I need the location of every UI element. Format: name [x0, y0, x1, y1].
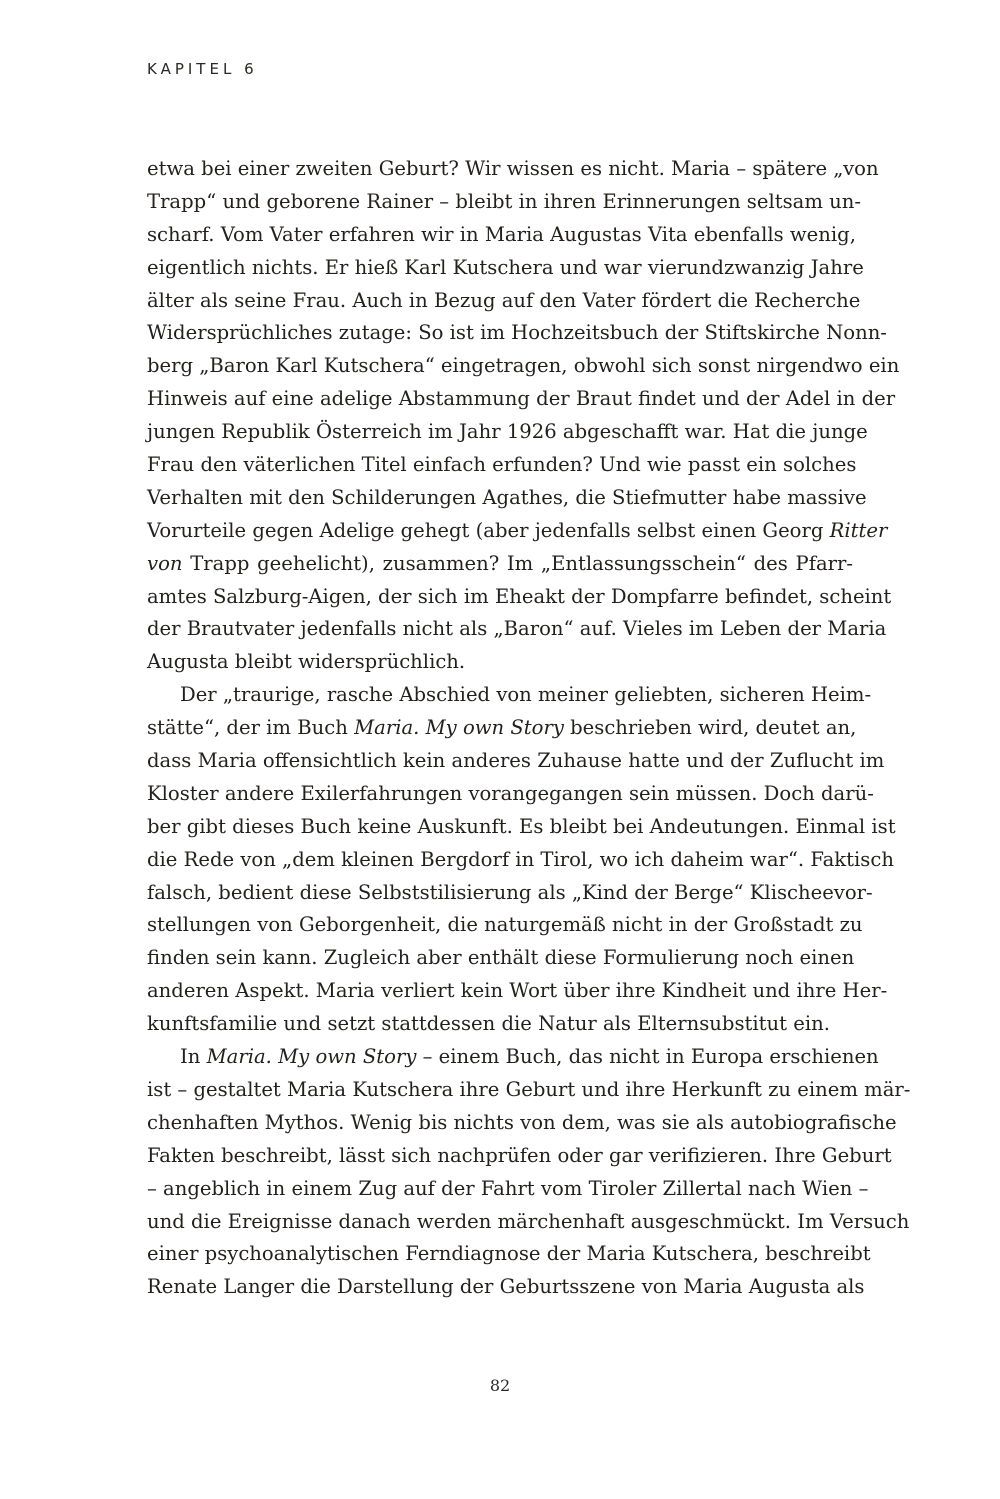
text-line: älter als seine Frau. Auch in Bezug auf den Vater fördert die Recherche: [147, 288, 861, 312]
italic-title: Maria. My own Story: [206, 1045, 417, 1069]
text-line: Frau den väterlichen Titel einfach erfunden? Und wie passt ein solches: [147, 453, 857, 477]
paragraph: [147, 679, 896, 1041]
text-line: anderen Aspekt. Maria verliert kein Wort über ihre Kindheit und ihre Her-: [147, 979, 888, 1003]
chapter-running-head: KAPITEL 6: [147, 60, 258, 78]
text-line: [147, 712, 857, 745]
text-line: Der „traurige, rasche Abschied von meiner geliebten, sicheren Heim-: [180, 683, 872, 707]
text-line: berg „Baron Karl Kutschera“ eingetragen, obwohl sich sonst nirgendwo ein: [147, 354, 900, 378]
paragraph: [147, 1041, 911, 1304]
text-line: jungen Republik Österreich im Jahr 1926 abgeschafft war. Hat die junge: [147, 420, 868, 444]
text-line: ist – gestaltet Maria Kutschera ihre Geburt und ihre Herkunft zu einem mär-: [147, 1077, 911, 1101]
text-line: Fakten beschreibt, lässt sich nachprüfen oder gar verifizieren. Ihre Geburt: [147, 1143, 892, 1167]
italic-title: Maria. My own Story: [354, 716, 564, 740]
text-line: und die Ereignisse danach werden märchenhaft ausgeschmückt. Im Versuch: [147, 1209, 910, 1233]
text-line: [147, 548, 853, 581]
text-line: Hinweis auf eine adelige Abstammung der Braut findet und der Adel in der: [147, 387, 896, 411]
text-segment: beschrieben wird, deutet an,: [563, 716, 857, 740]
text-line: einer psychoanalytischen Ferndiagnose der Maria Kutschera, beschreibt: [147, 1242, 871, 1266]
text-segment: Vorurteile gegen Adelige gehegt (aber jedenfalls selbst einen Georg: [147, 518, 830, 542]
text-line: chenhaften Mythos. Wenig bis nichts von dem, was sie als autobiografische: [147, 1110, 897, 1134]
body-text: [147, 153, 911, 1304]
text-segment: In: [180, 1045, 207, 1069]
text-line: Renate Langer die Darstellung der Geburtsszene von Maria Augusta als: [147, 1275, 865, 1299]
text-line: Kloster andere Exilerfahrungen vorangegangen sein müssen. Doch darü-: [147, 781, 874, 805]
text-line: kunftsfamilie und setzt stattdessen die Natur als Elternsubstitut ein.: [147, 1012, 830, 1036]
italic-title: von: [147, 551, 183, 575]
text-line: [147, 1041, 879, 1074]
text-segment: Trapp geehelicht), zusammen? Im „Entlassungsschein“ des Pfarr-: [182, 551, 853, 575]
text-line: finden sein kann. Zugleich aber enthält diese Formulierung noch einen: [147, 946, 855, 970]
text-line: ber gibt dieses Buch keine Auskunft. Es bleibt bei Andeutungen. Einmal ist: [147, 814, 896, 838]
text-segment: – einem Buch, das nicht in Europa erschienen: [416, 1045, 879, 1069]
text-line: – angeblich in einem Zug auf der Fahrt vom Tiroler Zillertal nach Wien –: [147, 1176, 869, 1200]
text-line: falsch, bedient diese Selbststilisierung als „Kind der Berge“ Klischeevor-: [147, 880, 873, 904]
text-line: Augusta bleibt widersprüchlich.: [147, 650, 466, 674]
page-number: 82: [489, 1376, 511, 1395]
text-line: amtes Salzburg-Aigen, der sich im Eheakt der Dompfarre befindet, scheint: [147, 584, 892, 608]
text-line: etwa bei einer zweiten Geburt? Wir wissen es nicht. Maria – spätere „von: [147, 157, 879, 180]
text-line: der Brautvater jedenfalls nicht als „Baron“ auf. Vieles im Leben der Maria: [147, 617, 887, 641]
text-line: Verhalten mit den Schilderungen Agathes, die Stiefmutter habe massive: [147, 485, 867, 509]
text-line: eigentlich nichts. Er hieß Karl Kutschera und war vierundzwanzig Jahre: [147, 255, 864, 279]
text-line: dass Maria offensichtlich kein anderes Zuhause hatte und der Zuflucht im: [147, 749, 885, 773]
text-line: [147, 515, 888, 548]
text-line: Trapp“ und geborene Rainer – bleibt in ihren Erinnerungen seltsam un-: [147, 189, 862, 213]
text-line: stellungen von Geborgenheit, die naturgemäß nicht in der Großstadt zu: [147, 913, 863, 937]
text-segment: stätte“, der im Buch: [147, 716, 355, 740]
text-line: die Rede von „dem kleinen Bergdorf in Tirol, wo ich daheim war“. Faktisch: [147, 847, 894, 871]
text-line: Widersprüchliches zutage: So ist im Hochzeitsbuch der Stiftskirche Nonn-: [147, 321, 887, 345]
text-line: scharf. Vom Vater erfahren wir in Maria Augustas Vita ebenfalls wenig,: [147, 222, 856, 246]
paragraph: [147, 153, 900, 679]
italic-title: Ritter: [829, 518, 888, 542]
